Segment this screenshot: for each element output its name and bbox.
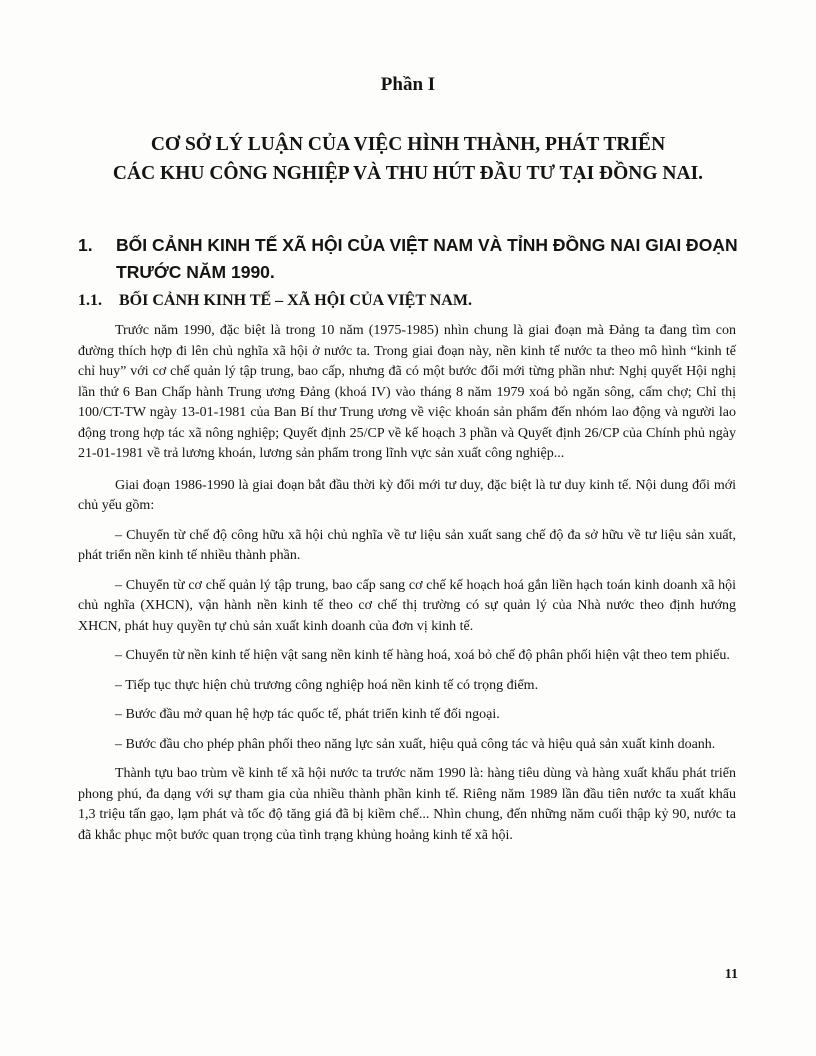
part-title: Phần I [380, 74, 436, 95]
paragraph: Thành tựu bao trùm về kinh tế xã hội nước ta trước năm 1990 là: hàng tiêu dùng và hàng xuất khẩu phát triển phong phú, đa dạng với sự tham gia của nhiều thành phần kinh tế. Riêng năm 1989 lần đầu tiên nước ta xuất khẩu 1,3 triệu tấn gạo, lạm phát và tốc độ tăng giá đã bị kiềm chế... Nhìn chung, đến những năm cuối thập kỷ 90, nước ta đã khắc phục một bước quan trọng của tình trạng khủng hoảng kinh tế xã hội. [78, 766, 736, 843]
section-1-heading [78, 232, 758, 286]
list-item: – Bước đầu cho phép phân phối theo năng lực sản xuất, hiệu quả công tác và hiệu quả sản xuất kinh doanh. [115, 736, 716, 752]
list-item: – Bước đầu mở quan hệ hợp tác quốc tế, phát triển kinh tế đối ngoại. [115, 707, 500, 722]
page-number: 11 [724, 967, 738, 982]
section-1-1-title: BỐI CẢNH KINH TẾ – XÃ HỘI CỦA VIỆT NAM. [119, 292, 472, 309]
section-1-number: 1. [78, 235, 93, 255]
chapter-title [0, 130, 816, 188]
chapter-title-line-1: CƠ SỞ LÝ LUẬN CỦA VIỆC HÌNH THÀNH, PHÁT TRIỂN [150, 134, 666, 155]
section-1-title: BỐI CẢNH KINH TẾ XÃ HỘI CỦA VIỆT NAM VÀ TỈNH ĐỒNG NAI GIAI ĐOẠN TRƯỚC NĂM 1990. [116, 235, 738, 282]
paragraph: Trước năm 1990, đặc biệt là trong 10 năm (1975-1985) nhìn chung là giai đoạn mà Đảng ta đang tìm con đường thích hợp đi lên chủ nghĩa xã hội ở nước ta. Trong giai đoạn này, nền kinh tế nước ta theo mô hình “kinh tế chỉ huy” với cơ chế quản lý tập trung, bao cấp, nhưng đã có một bước đổi mới từng phần như: Nghị quyết Hội nghị lần thứ 6 Ban Chấp hành Trung ương Đảng (khoá IV) vào tháng 8 năm 1979 xoá bỏ ngăn sông, cấm chợ; Chỉ thị 100/CT-TW ngày 13-01-1981 của Ban Bí thư Trung ương về việc khoán sản phẩm đến nhóm lao động và người lao động trong hợp tác xã nông nghiệp; Quyết định 25/CP về kế hoạch 3 phần và Quyết định 26/CP của Chính phủ ngày 21-01-1981 về trả lương khoán, lương sản phẩm trong lĩnh vực sản xuất công nghiệp... [78, 323, 736, 461]
list-item: – Chuyển từ chế độ công hữu xã hội chủ nghĩa về tư liệu sản xuất sang chế độ đa sở hữu về tư liệu sản xuất, phát triển nền kinh tế nhiều thành phần. [78, 527, 736, 563]
paragraph: Giai đoạn 1986-1990 là giai đoạn bắt đầu thời kỳ đổi mới tư duy, đặc biệt là tư duy kinh tế. Nội dung đổi mới chủ yếu gồm: [78, 477, 736, 513]
list-item: – Chuyển từ cơ chế quản lý tập trung, bao cấp sang cơ chế kế hoạch hoá gắn liền hạch toán kinh doanh xã hội chủ nghĩa (XHCN), vận hành nền kinh tế theo cơ chế thị trường có sự quản lý của Nhà nước theo định hướng XHCN, phát huy quyền tự chủ sản xuất kinh doanh của đơn vị kinh tế. [78, 577, 736, 634]
chapter-title-line-2: CÁC KHU CÔNG NGHIỆP VÀ THU HÚT ĐẦU TƯ TẠI ĐỒNG NAI. [112, 163, 704, 184]
body-text [78, 321, 736, 855]
section-1-1-heading [78, 292, 758, 310]
list-item: – Tiếp tục thực hiện chủ trương công nghiệp hoá nền kinh tế có trọng điểm. [115, 677, 539, 693]
list-item: – Chuyển từ nền kinh tế hiện vật sang nền kinh tế hàng hoá, xoá bỏ chế độ phân phối hiện vật theo tem phiếu. [115, 648, 730, 663]
section-1-1-number: 1.1. [78, 292, 102, 309]
